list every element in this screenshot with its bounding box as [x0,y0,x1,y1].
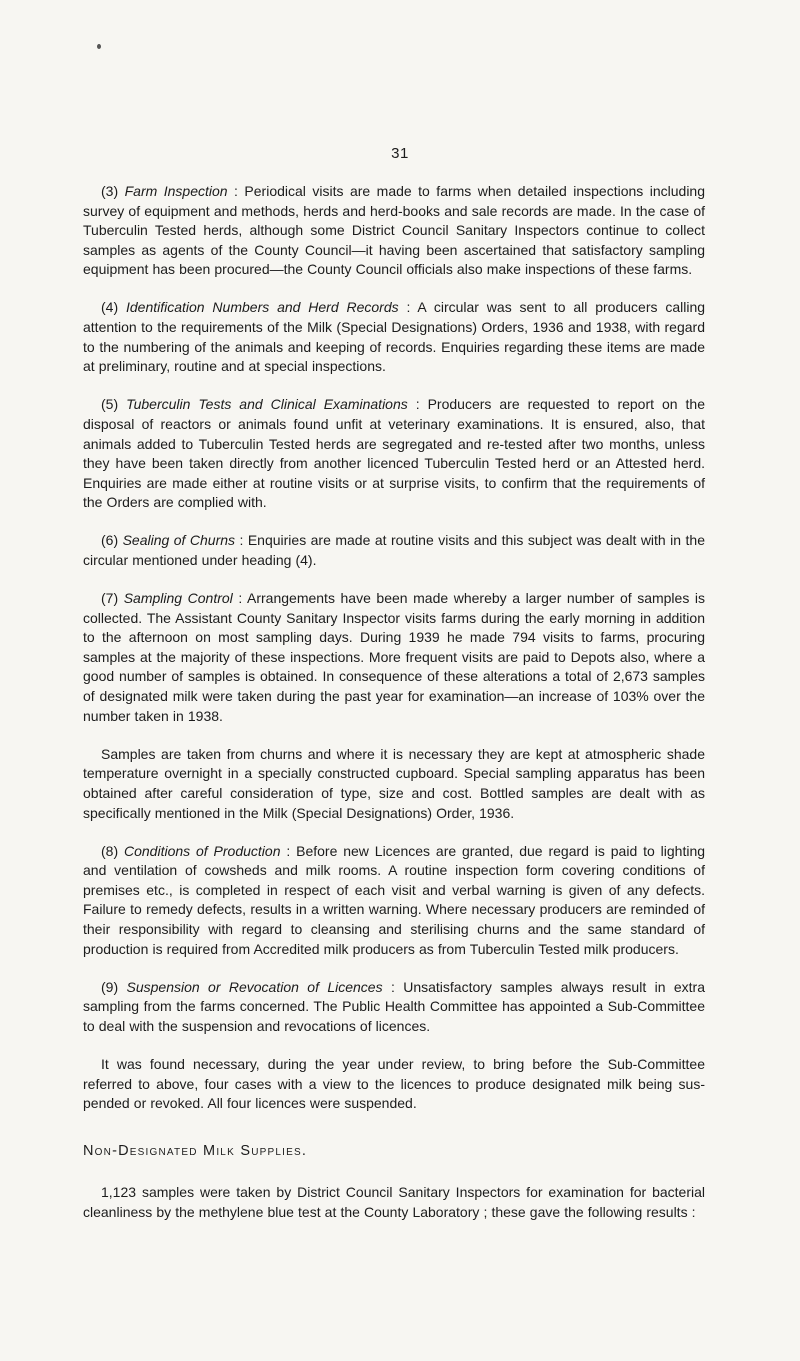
paragraph-text: Periodical visits are made to farms when detailed inspections including survey of equipment and methods, herds and herd-books and sale records are made. In the case of Tuberculin Tested herds, although some District Council Sanitary Inspectors continue to collect samples as agents of the County Council—it having been ascertained that satisfactory sampling equipment has been procured—the County Council officials also make inspections of these farms. [83,183,706,278]
paragraph-text: Before new Licences are granted, due regard is paid to lighting and ventilation of cowsheds and milk rooms. A routine inspection form covering conditions of premises etc., is completed in respect of each visit and verbal warning is given of any defects. Failure to remedy defects, results in a written warning. Where necessary producers are reminded of their responsibility with regard to cleansing and sterilising churns and the same standard of production is required from Accredited milk producers as from Tuberculin Tested milk producers. [83,842,706,957]
paragraph-text: It was found necessary, during the year under review, to bring before the Sub-Committee referred to above, four cases with a view to the licences to produce designated milk being sus-pended or revoked. All four licences were suspended. [83,1055,705,1112]
paragraph-text: Enquiries are made at routine visits and this subject was dealt with in the circular mentioned under heading (4). [83,532,705,568]
paragraph-sampling-control [83,589,705,726]
paragraph-heading: Conditions of Production [124,842,281,859]
heading-separator: : [407,396,428,413]
paragraph-number: (4) [101,299,119,316]
paragraph-number: (5) [101,396,119,413]
page-speck [97,44,101,49]
heading-separator: : [398,299,418,316]
paragraph-heading: Sealing of Churns [122,532,236,549]
paragraph-heading: Sampling Control [123,590,233,607]
paragraph-text: A circular was sent to all producers calling attention to the requirements of the Milk (Special Designations) Orders, 1936 and 1938, with regard to the numbering of the animals and keeping of records. Enquiries regarding these items are made at preliminary, routine and at special inspections. [83,299,706,375]
heading-separator: : [227,183,245,199]
paragraph-heading: Identification Numbers and Herd Records [125,299,399,316]
paragraph-text: Samples are taken from churns and where it is necessary they are kept at atmospheric shade temperature overnight in a specially constructed cupboard. Special sampling apparatus has been obtained after careful consideration of type, size and cost. Bottled samples are dealt with as specifically mentioned in the Milk (Special Designations) Order, 1936. [83,745,705,821]
paragraph-non-designated-samples [83,1183,705,1222]
paragraph-number: (8) [101,842,119,859]
paragraph-number: (7) [101,590,119,607]
paragraph-heading: Farm Inspection [124,183,228,199]
paragraph-identification-numbers [83,298,705,376]
paragraph-samples-taken [83,745,705,823]
paragraph-number: (9) [101,978,119,995]
paragraph-number: (3) [101,183,119,199]
paragraph-text: Producers are requested to report on the disposal of reactors or animals found unfit at veterinary examinations. It is ensured, also, that animals added to Tuberculin Tested herds are segregated and re-tested after two months, unless they have been taken directly from another licenced Tuberculin Tested herd or an Attested herd. Enquiries are made either at routine visits or at surprise visits, to confirm that the requirements of the Orders are complied with. [83,396,705,511]
paragraph-text: Unsatisfactory samples always result in extra sampling from the farms concerned. The Public Health Committee has appointed a Sub-Committee to deal with the suspension and revocations of licences. [83,978,705,1034]
paragraph-heading: Suspension or Revocation of Licences [126,978,383,995]
paragraph-heading: Tuberculin Tests and Clinical Examinations [126,396,408,413]
document-body [83,182,705,1241]
section-heading: Non-Designated Milk Supplies. [83,1142,308,1159]
heading-separator: : [235,532,248,549]
paragraph-number: (6) [101,532,119,549]
heading-separator: : [232,590,248,607]
paragraph-text: Arrangements have been made whereby a larger number of samples is collected. The Assistant County Sanitary Inspector visits farms during the early morning in addition to the afternoon on most sampling days. During 1939 he made 794 visits to farms, procuring samples at the majority of these inspections. More frequent visits are paid to Depots also, where a good number of samples is obtained. In consequence of these alterations a total of 2,673 samples of designated milk were taken during the past year for examination—an increase of 103% over the number taken in 1938. [83,590,706,724]
paragraph-sub-committee-cases [83,1055,705,1114]
paragraph-conditions-of-production [83,842,705,960]
page-number: 31 [391,145,409,162]
heading-separator: : [280,842,297,859]
paragraph-farm-inspection [83,182,705,280]
paragraph-text: 1,123 samples were taken by District Council Sanitary Inspectors for examination for bacterial cleanliness by the methylene blue test at the County Laboratory ; these gave the following results : [83,1184,705,1220]
paragraph-suspension-of-licences [83,978,705,1037]
paragraph-tuberculin-tests [83,395,705,513]
paragraph-sealing-of-churns [83,531,705,570]
heading-separator: : [382,978,404,995]
